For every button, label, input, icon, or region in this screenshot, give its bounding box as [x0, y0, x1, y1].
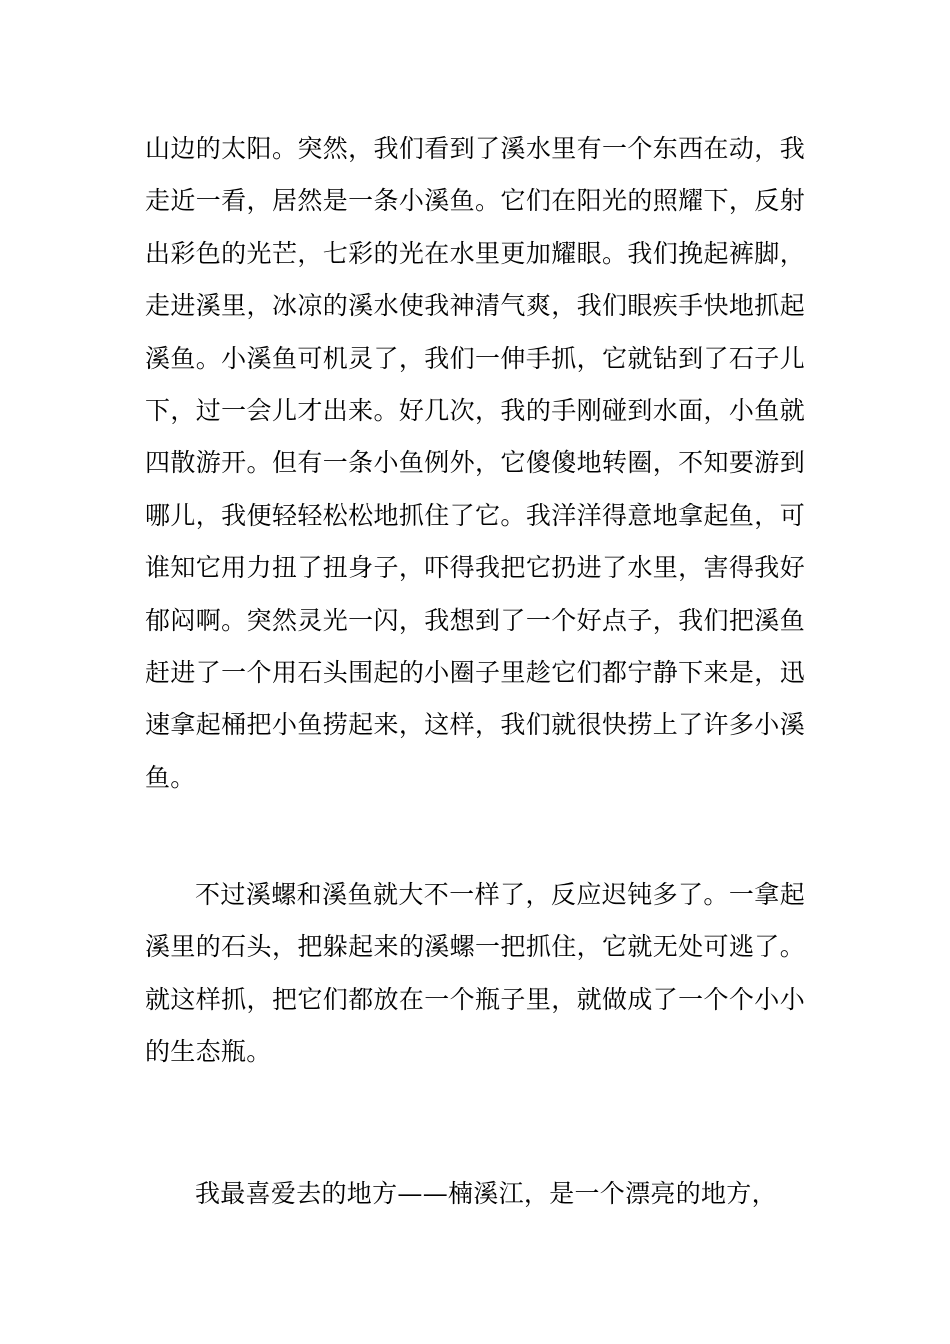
paragraph-nanxi-river: 我最喜爱去的地方——楠溪江，是一个漂亮的地方，	[195, 1179, 777, 1208]
paragraph-snail-story: 不过溪螺和溪鱼就大不一样了，反应迟钝多了。一拿起溪里的石头，把躲起来的溪螺一把抓住，它就无处可逃了。就这样抓，把它们都放在一个瓶子里，就做成了一个个小小的生态瓶。	[145, 880, 805, 1067]
paragraph-fishing-story: 山边的太阳。突然，我们看到了溪水里有一个东西在动，我走近一看，居然是一条小溪鱼。它们在阳光的照耀下，反射出彩色的光芒，七彩的光在水里更加耀眼。我们挽起裤脚，走进溪里，冰凉的溪水使我神清气爽，我们眼疾手快地抓起溪鱼。小溪鱼可机灵了，我们一伸手抓，它就钻到了石子儿下，过一会儿才出来。好几次，我的手刚碰到水面，小鱼就四散游开。但有一条小鱼例外，它傻傻地转圈，不知要游到哪儿，我便轻轻松松地抓住了它。我洋洋得意地拿起鱼，可谁知它用力扭了扭身子，吓得我把它扔进了水里，害得我好郁闷啊。突然灵光一闪，我想到了一个好点子，我们把溪鱼赶进了一个用石头围起的小圈子里趁它们都宁静下来是，迅速拿起桶把小鱼捞起来，这样，我们就很快捞上了许多小溪鱼。	[145, 134, 805, 792]
